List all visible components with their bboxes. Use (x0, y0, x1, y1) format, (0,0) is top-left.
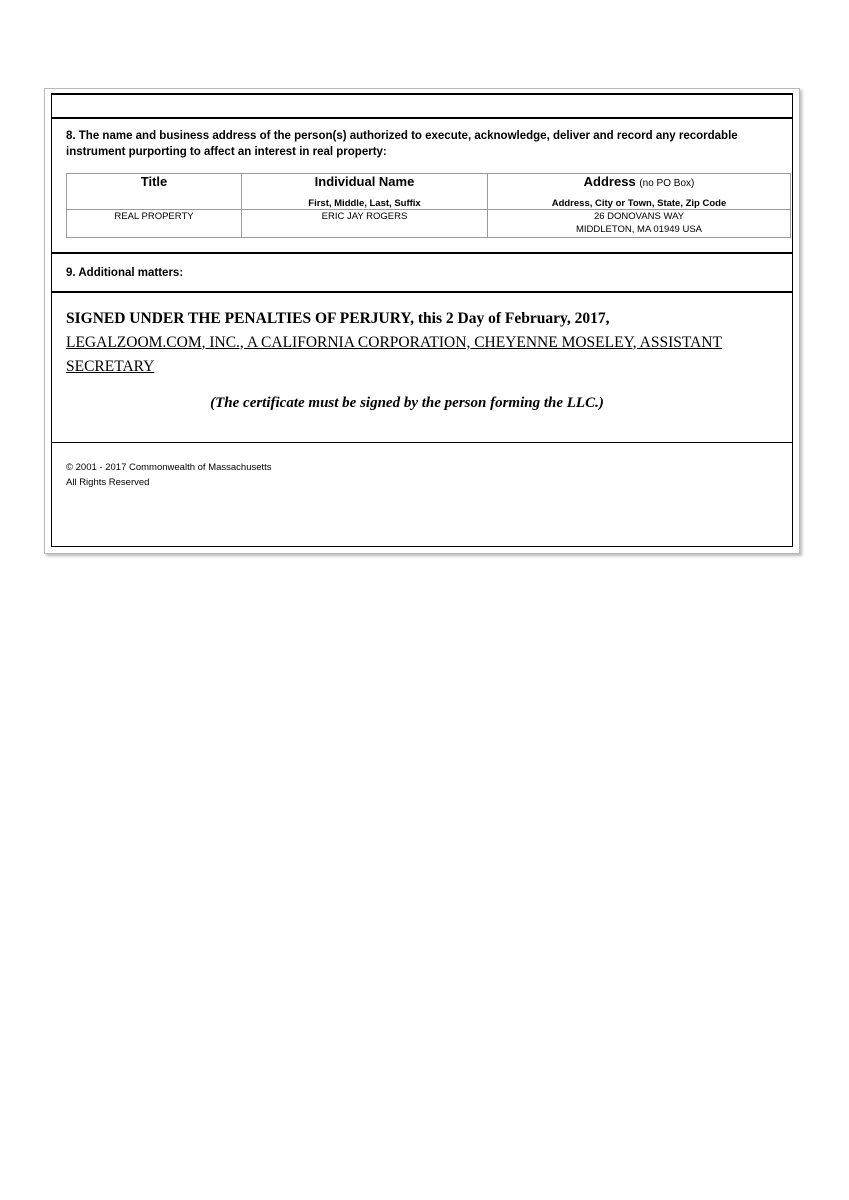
section-9-heading: 9. Additional matters: (66, 267, 184, 280)
section-9-additional-matters (52, 254, 792, 293)
authorized-persons-table (66, 173, 791, 239)
signature-section (52, 293, 792, 443)
section-8-heading: 8. The name and business address of the person(s) authorized to execute, acknowledge, deliver and record any recordable instrument purporting to affect an interest in real property: (66, 130, 738, 158)
document-body (51, 93, 793, 547)
column-header-individual-name (242, 173, 488, 209)
cell-title: REAL PROPERTY (67, 209, 242, 238)
cell-address-line-1: 26 DONOVANS WAY (593, 210, 685, 222)
cell-address (488, 209, 791, 238)
column-header-address-sub: Address, City or Town, State, Zip Code (551, 197, 727, 209)
column-header-address-label (488, 174, 790, 189)
footer-copyright: © 2001 - 2017 Commonwealth of Massachusetts (66, 462, 272, 474)
document-footer (52, 443, 792, 500)
signature-instruction-note: (The certificate must be signed by the person forming the LLC.) (210, 394, 604, 411)
top-border-strip (52, 95, 792, 119)
column-header-individual-name-label: Individual Name (314, 173, 415, 189)
cell-individual-name: ERIC JAY ROGERS (242, 209, 488, 238)
table-header-row (67, 173, 791, 209)
column-header-title-label: Title (140, 173, 168, 189)
cell-address-line-2: MIDDLETON, MA 01949 USA (575, 224, 702, 236)
column-header-address (488, 173, 791, 209)
column-header-address-note: (no PO Box) (639, 177, 695, 189)
footer-rights: All Rights Reserved (66, 476, 150, 488)
column-header-address-text: Address (583, 173, 636, 189)
document-frame (44, 88, 800, 554)
signature-signer: LEGALZOOM.COM, INC., A CALIFORNIA CORPORATION, CHEYENNE MOSELEY, ASSISTANT SECRETARY (66, 333, 722, 375)
column-header-title (67, 173, 242, 209)
table-row (67, 209, 791, 238)
signature-statement: SIGNED UNDER THE PENALTIES OF PERJURY, this 2 Day of February, 2017, (66, 310, 610, 328)
section-8-real-property (52, 119, 792, 254)
column-header-individual-name-sub: First, Middle, Last, Suffix (308, 197, 421, 209)
